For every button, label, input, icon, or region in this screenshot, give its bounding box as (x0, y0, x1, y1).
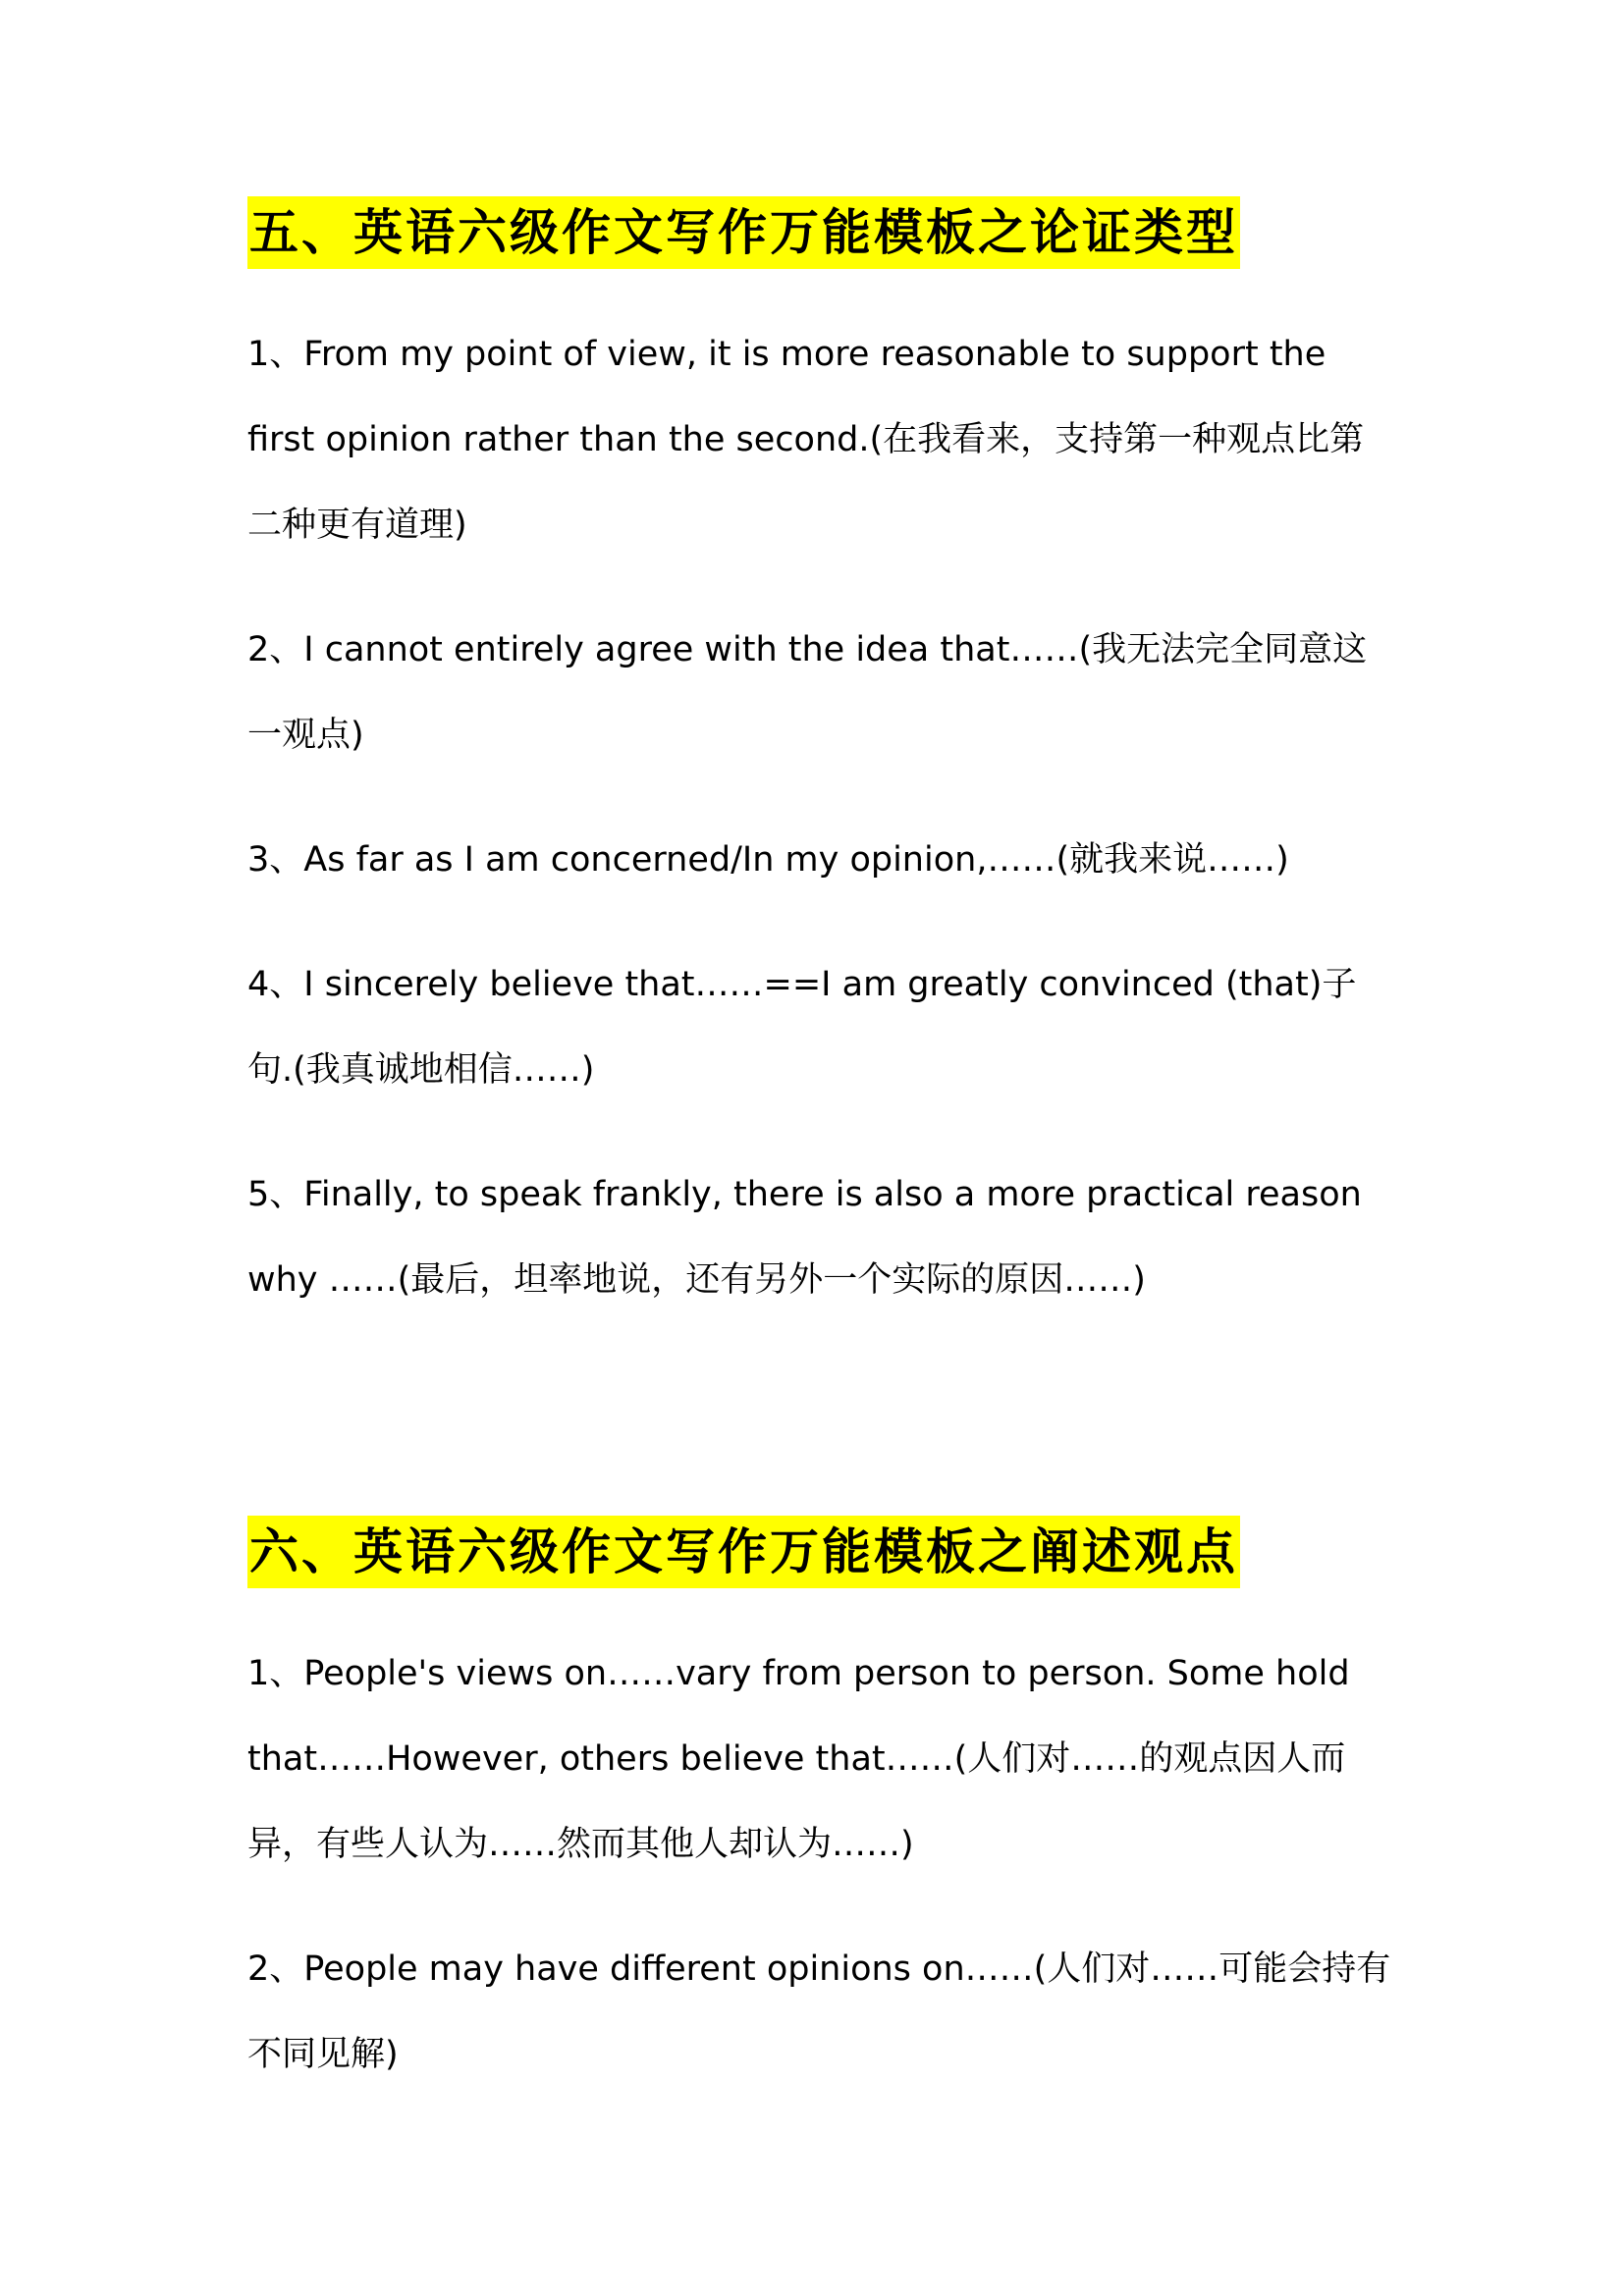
list-item: 3、As far as I am concerned/In my opinion,……(就我来说……) (247, 840, 1289, 880)
list-item: 1、People's views on……vary from person to person. Some hold that……However, others believe that……(人们对……的观点因人而异，有些人认为……然而其他人却认为……) (247, 1654, 1350, 1864)
list-item: 2、I cannot entirely agree with the idea that……(我无法完全同意这一观点) (247, 630, 1368, 755)
section-stating-views (247, 1516, 1396, 2098)
section-argumentation (247, 196, 1396, 1323)
section-title: 五、英语六级作文写作万能模板之论证类型 (247, 196, 1240, 269)
list-item: 5、Finally, to speak frankly, there is also a more practical reason why ……(最后，坦率地说，还有另外一个实际的原因……) (247, 1175, 1362, 1300)
document-page (247, 196, 1396, 2137)
list-item: 1、From my point of view, it is more reasonable to support the first opinion rather than the second.(在我看来，支持第一种观点比第二种更有道理) (247, 335, 1365, 545)
list-item: 4、I sincerely believe that……==I am greatly convinced (that)子句.(我真诚地相信……) (247, 965, 1357, 1090)
section-title: 六、英语六级作文写作万能模板之阐述观点 (247, 1516, 1240, 1588)
list-item: 2、People may have different opinions on……(人们对……可能会持有不同见解) (247, 1949, 1391, 2074)
